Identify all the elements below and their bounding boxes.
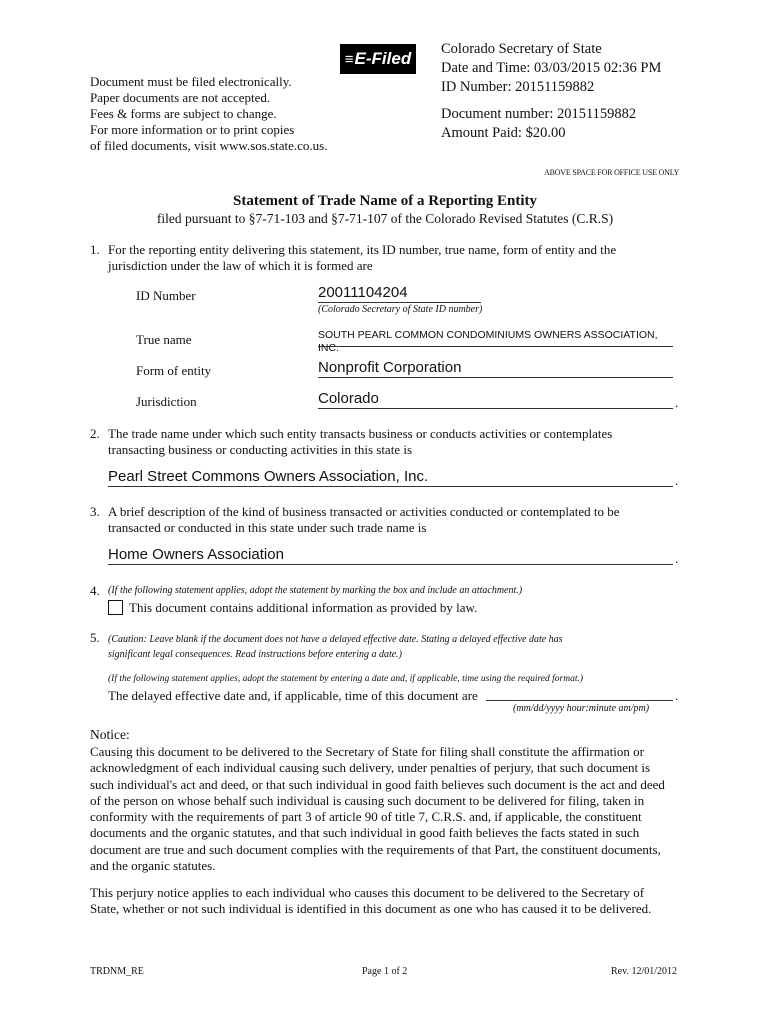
notice-line: such individual's act and deed, or that such individual in good faith believes such document is the act and deed <box>90 776 665 792</box>
office-use-label: ABOVE SPACE FOR OFFICE USE ONLY <box>544 168 680 177</box>
item3-text-line: A brief description of the kind of business transacted or activities conducted or contemplated to be <box>108 504 620 519</box>
item2-number: 2. <box>90 426 100 441</box>
notice-line: documents and the organic statutes, and that such individual in good faith believes the facts stated in such <box>90 825 640 841</box>
id-number-label: ID Number <box>136 288 196 303</box>
form-title: Statement of Trade Name of a Reporting Entity <box>233 193 537 209</box>
item5-caution <box>108 632 678 662</box>
perjury-line: This perjury notice applies to each individual who causes this document to be delivered to the Secretary of <box>90 885 645 900</box>
notice-paragraph <box>90 744 690 874</box>
id-number-hint: (Colorado Secretary of State ID number) <box>318 304 483 315</box>
true-name-label: True name <box>136 332 192 347</box>
filing-notice-line: Document must be filed electronically. <box>90 74 292 89</box>
item1-text <box>108 242 668 274</box>
e-filed-logo-text: E-Filed <box>354 49 412 68</box>
filing-notice-line: of filed documents, visit www.sos.state.co.us. <box>90 138 328 153</box>
sos-date-time: Date and Time: 03/03/2015 02:36 PM <box>441 60 662 76</box>
form-of-entity-label: Form of entity <box>136 363 212 378</box>
filing-notice <box>90 74 327 154</box>
e-filed-logo <box>340 44 416 74</box>
filing-notice-line: For more information or to print copies <box>90 122 295 137</box>
item2-text-line: transacting business or conducting activities in this state is <box>108 442 413 457</box>
item5-number: 5. <box>90 630 100 645</box>
sos-agency: Colorado Secretary of State <box>441 41 602 57</box>
sos-amount-paid: Amount Paid: $20.00 <box>441 125 566 141</box>
trade-name-field[interactable]: Pearl Street Commons Owners Association, Inc. <box>108 468 673 487</box>
item5-caution-line: (Caution: Leave blank if the document does not have a delayed effective date. Stating a delayed effective date has <box>108 634 563 645</box>
period-mark: . <box>675 551 679 566</box>
item4-instruction: (If the following statement applies, adopt the statement by marking the box and include an attachment.) <box>108 585 523 596</box>
item1-text-line: jurisdiction under the law of which it is formed are <box>108 258 373 273</box>
perjury-line: State, whether or not such individual is identified in this document as one who has caused it to be delivered. <box>90 901 652 917</box>
item1-text-line: For the reporting entity delivering this statement, its ID number, true name, form of entity and the <box>108 242 617 257</box>
item1-number: 1. <box>90 242 100 257</box>
additional-info-checkbox[interactable] <box>108 600 123 615</box>
item2-text <box>108 426 668 458</box>
jurisdiction-label: Jurisdiction <box>136 394 197 409</box>
e-filed-mark-icon: ≡ <box>344 51 354 68</box>
additional-info-label: This document contains additional information as provided by law. <box>129 600 478 615</box>
item2-text-line: The trade name under which such entity transacts business or conducts activities or contemplates <box>108 426 613 441</box>
date-format-hint: (mm/dd/yyyy hour:minute am/pm) <box>513 703 650 714</box>
jurisdiction-field[interactable]: Colorado <box>318 390 673 409</box>
period-mark: . <box>675 473 679 488</box>
sos-stamp <box>441 40 661 143</box>
business-description-field[interactable]: Home Owners Association <box>108 546 673 565</box>
notice-line: Causing this document to be delivered to the Secretary of State for filing shall constitute the affirmation or <box>90 744 644 759</box>
period-mark: . <box>675 395 679 410</box>
notice-line: conformity with the requirements of part 3 of article 90 of title 7, C.R.S. and, if applicable, the constituent <box>90 809 642 825</box>
id-number-field[interactable]: 20011104204 <box>318 284 481 303</box>
item3-text-line: transacted or conducted in this state under such trade name is <box>108 520 427 535</box>
sos-document-number: Document number: 20151159882 <box>441 106 637 122</box>
item5-caution-line: significant legal consequences. Read instructions before entering a date.) <box>108 649 403 660</box>
notice-heading: Notice: <box>90 727 130 742</box>
form-code: TRDNM_RE <box>90 966 144 977</box>
delayed-date-statement: The delayed effective date and, if applicable, time of this document are <box>108 688 478 703</box>
period-mark: . <box>675 688 679 703</box>
notice-line: acknowledgment of each individual causing such delivery, under penalties of perjury, that such document is <box>90 760 651 776</box>
item3-number: 3. <box>90 504 100 519</box>
notice-line: document are true and such document complies with the requirements of that Part, the constituent documents, <box>90 841 661 857</box>
notice-line: of the person on whose behalf such individual is causing such document to be delivered for filing, taken in <box>90 792 645 808</box>
item5-instruction: (If the following statement applies, adopt the statement by entering a date and, if applicable, time using the required format.) <box>108 674 584 684</box>
form-of-entity-field[interactable]: Nonprofit Corporation <box>318 359 673 378</box>
form-subtitle: filed pursuant to §7-71-103 and §7-71-107 of the Colorado Revised Statutes (C.R.S) <box>156 211 614 226</box>
filing-notice-line: Paper documents are not accepted. <box>90 90 271 105</box>
delayed-date-field[interactable] <box>486 686 673 701</box>
filing-notice-line: Fees & forms are subject to change. <box>90 106 277 121</box>
item4-number: 4. <box>90 583 100 598</box>
page-number: Page 1 of 2 <box>362 966 408 977</box>
item3-text <box>108 504 668 536</box>
sos-id-number: ID Number: 20151159882 <box>441 79 595 95</box>
revision-date: Rev. 12/01/2012 <box>611 966 678 977</box>
true-name-field[interactable]: SOUTH PEARL COMMON CONDOMINIUMS OWNERS ASSOCIATION, INC. <box>318 329 673 347</box>
perjury-paragraph <box>90 885 690 918</box>
notice-line: and the organic statutes. <box>90 858 216 874</box>
